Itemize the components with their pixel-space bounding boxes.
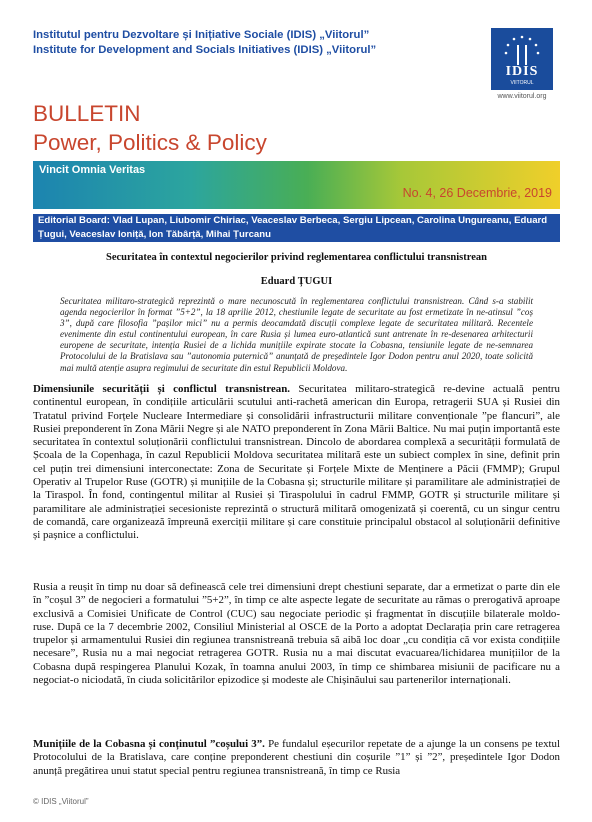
bulletin-title: BULLETIN	[33, 101, 141, 126]
logo-url[interactable]: www.viitorul.org	[497, 93, 547, 100]
paragraph-3	[33, 738, 560, 778]
footer-copyright: © IDIS „Viitorul”	[33, 797, 89, 806]
paragraph-1	[33, 383, 560, 543]
paragraph-3-body: Pe fundalul eșecurilor repetate de a ajunge la un consens pe textul Protocolului de la Bratislava, care conține preponderent chestiuni din coșurile ”1” și ”2”, președintele Igor Dodon anunță pregătirea unui statut special pentru regiunea transnistreană, în timp ce Rusia	[33, 738, 561, 777]
institute-name-ro: Institutul pentru Dezvoltare și Inițiative Sociale (IDIS) „Viitorul”	[33, 29, 370, 41]
logo-subtext: VIITORUL	[510, 80, 534, 86]
idis-logo	[491, 28, 553, 90]
paragraph-2: Rusia a reușit în timp nu doar să definească cele trei dimensiuni drept chestiuni separate, dar a ermetizat o parte din ele în ”coșul 3” de negocieri a formatului ”5+2”, în timp ce alte aspecte legate de securitate au rămas o prerogativă aproape exclusivă a Comisiei Unificate de Control (CUC) sau negociate periodic și fragmentat în discuțiile bilaterale moldo-ruse. După ce la 7 decembrie 2002, Consiliul Ministerial al OSCE de la Porto a adoptat Declarația prin care retragerea trupelor și armamentului Rusiei din regiunea transnistreană trebuia să aibă loc doar „cu condiția că vor exista condițiile necesare”, Rusia nu a mai negociat retragerea GOTR. Rusia nu a mai discutat evacuarea/lichidarea munițiilor de la Cobasna după respingerea Planului Kozak, în toamna anului 2003, în timp ce shimbarea misiunii de pacificare nu a negociat-o niciodată, în ciuda solicitărilor epizodice și modeste ale Chișinăului sau partenerilor internaționali.	[33, 581, 560, 687]
article-abstract: Securitatea militaro-strategică reprezintă o mare necunoscută în reglementarea conflictului transnistrean. Când s-a stabilit agenda negocierilor în format ”5+2”, la 18 aprilie 2012, chestiunile legate de securitate au fost ermetizate în ne-atinsul ”coș 3”, după care filosofia ”pașilor mici” nu a permis deocamdată discuții complexe legate de securitatea militară. Recentele evenimente din estul continentului european, în care Rusia și lumea euro-atlantică sunt antrenate în re-desenarea arhitecturii europene de securitate, intenția Rusiei de a lichida munițiile expirate stocate la Cobasna, tensiunile legate de ne-semnarea Protocolului de la Bratislava sau ”autonomia puternică” anunțată de președintele Igor Dodon pentru anul 2020, toate solicită mai multă atenție asupra regimului de securitate din estul Republicii Moldova.	[60, 296, 533, 373]
paragraph-1-heading: Dimensiunile securității și conflictul transnistrean.	[33, 383, 290, 395]
motto: Vincit Omnia Veritas	[39, 164, 146, 176]
paragraph-1-body: Securitatea militaro-strategică re-devine actuală pentru continentul european, în condițiile articulării scutului anti-rachetă american din Europa, retragerii SUA și Rusiei din Tratatul privind Forțele Nucleare Intermediare și consolidării infrastructurii militare convenționale ”pe flancuri”, ale Rusiei preponderent în Zona Mării Negre și ale NATO preponderent în Zona Mării Baltice. Nu mai puțin importantă este securitatea în contextul soluționării conflictului transnistrean. Dincolo de abordarea complexă a securității formulată de Școala de la Copenhaga, în cazul Republicii Moldova securitatea militară este un subiect complex în sine, definit prin cel puțin trei dimensiuni interconectate: Zona de Securitate și Forțele Mixte de Menținere a Păcii (FMMP); Grupul Operativ al Trupelor Ruse (GOTR) și munițiile de la Cobasna și; structurile militare și paramilitare ale administrației de la Tiraspol. În fond, contingentul militar al Rusiei și Tiraspolului în cadrul FMMP, GOTR și structurile militare și paramilitare ale administrației secesioniste reprezintă o structură militară omogenizată și coerentă, cu un singur centru de comandă, care organizează împreună exerciții militare și care constituie principalul obstacol al soluționării definitive și pașnice a conflictului.	[33, 383, 560, 542]
issue-number: No. 4, 26 Decembrie, 2019	[402, 186, 552, 200]
editorial-board: Editorial Board: Vlad Lupan, Liubomir Chiriac, Veaceslav Berbeca, Sergiu Lipcean, Carolina Ungureanu, Eduard Țugui, Veaceslav Ioniță, Ion Tăbârță, Mihai Țurcanu	[38, 215, 548, 240]
logo-text: IDIS	[505, 64, 539, 79]
paragraph-3-heading: Munițiile de la Cobasna și conținutul ”coșului 3”.	[33, 738, 265, 750]
article-title: Securitatea în contextul negocierilor privind reglementarea conflictului transnistrean	[106, 252, 487, 263]
institute-name-en: Institute for Development and Socials Initiatives (IDIS) „Viitorul”	[33, 44, 377, 56]
article-author: Eduard ȚUGUI	[260, 276, 333, 287]
bulletin-subtitle: Power, Politics & Policy	[33, 130, 267, 155]
